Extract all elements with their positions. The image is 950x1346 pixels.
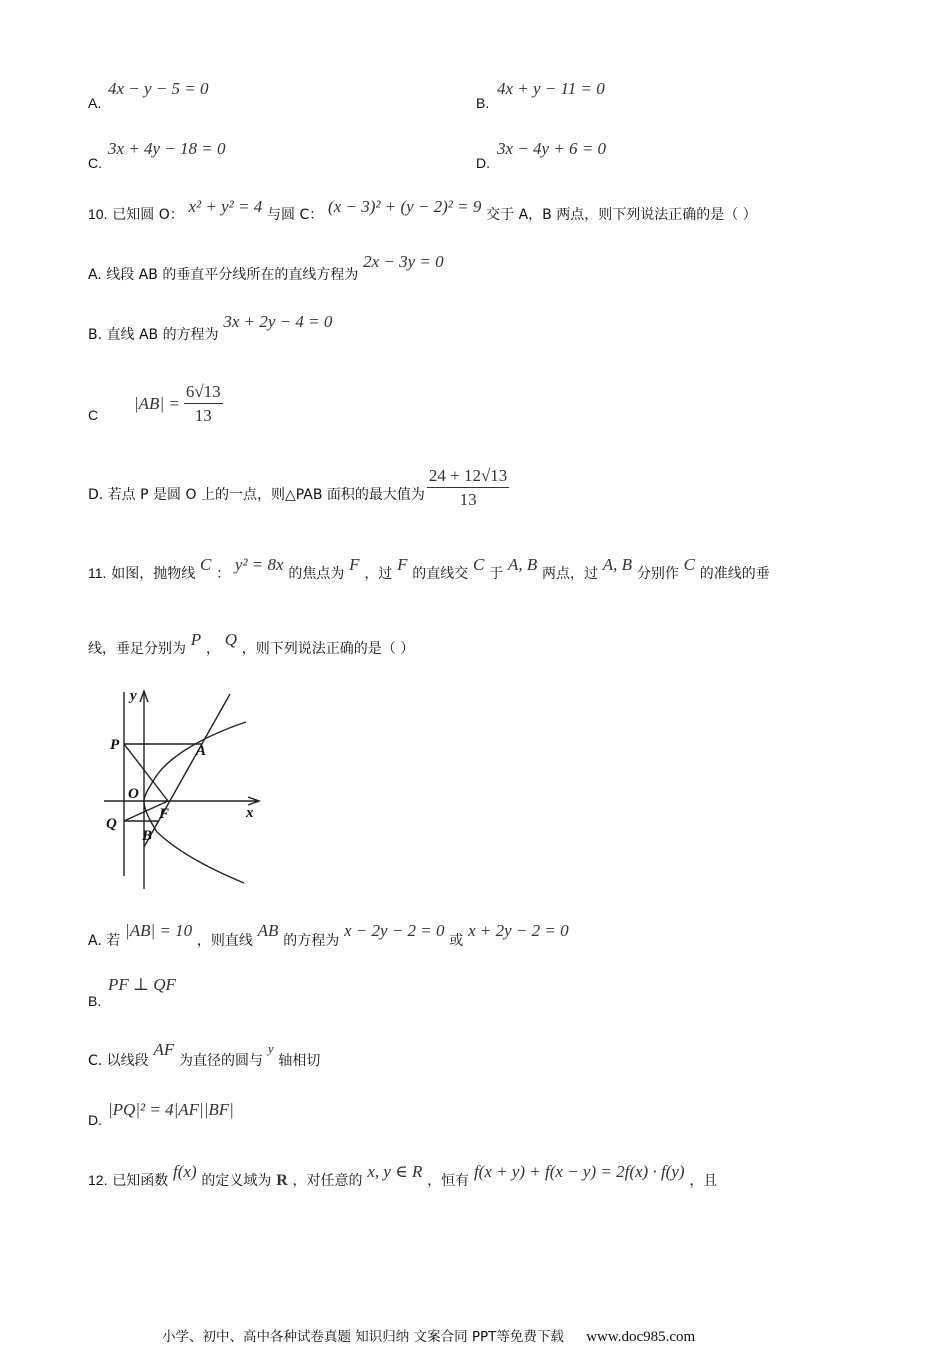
q11-option-d-label: D. (88, 1112, 102, 1128)
q10-option-c-fraction (184, 382, 223, 426)
label-a: A (196, 743, 207, 759)
q10-stem-part: 与圆 C： (267, 207, 324, 223)
q10-circle-o-equation: x² + y² = 4 (188, 197, 263, 216)
q11-stem-line-2 (88, 630, 415, 658)
q11-option-a-math: |AB| = 10 (125, 921, 193, 940)
q12-math: f(x) (173, 1162, 197, 1181)
q9-option-c-equation: 3x + 4y − 18 = 0 (108, 139, 226, 158)
q11-option-a-math: x + 2y − 2 = 0 (468, 921, 569, 940)
q11-option-a-text: ，则直线 (196, 933, 253, 949)
q12-stem-part: ，恒有 (427, 1173, 470, 1189)
label-p: P (110, 737, 120, 753)
q12-stem-part: ，且 (689, 1173, 718, 1189)
q11-option-a (88, 921, 569, 950)
q11-stem-part: 分别作 (636, 566, 679, 582)
q10-option-a-text: A. 线段 AB 的垂直平分线所在的直线方程为 (88, 267, 359, 283)
q10-option-c-lhs: |AB| = (134, 394, 180, 413)
q11-math: F (397, 555, 408, 574)
footer (162, 1325, 695, 1346)
q12-functional-equation: f(x + y) + f(x − y) = 2f(x) · f(y) (473, 1162, 685, 1181)
q10-option-c-numerator: 6√13 (184, 382, 223, 404)
q12-stem-part: 的定义域为 (201, 1173, 272, 1189)
q9-option-b-label: B. (476, 95, 490, 111)
q10-option-d-fraction (427, 466, 509, 510)
q11-stem-part: 的直线交 (412, 566, 469, 582)
q10-option-c-label: C (88, 407, 99, 423)
line-ab (144, 694, 230, 847)
q11-stem-part: 线，垂足分别为 (88, 641, 186, 657)
q11-option-c-text: C. 以线段 (88, 1053, 149, 1069)
q11-math: C (473, 555, 485, 574)
q10-option-d-text: D. 若点 P 是圆 O 上的一点，则△PAB 面积的最大值为 (88, 487, 425, 503)
q11-option-a-text: 的方程为 (283, 933, 340, 949)
footer-text: 小学、初中、高中各种试卷真题 知识归纳 文案合同 PPT等免费下载 (162, 1329, 564, 1345)
q10-option-a-equation: 2x − 3y = 0 (363, 252, 444, 271)
q11-math: C (200, 555, 212, 574)
q11-option-c-math: y (267, 1041, 274, 1056)
q11-parabola-equation: y² = 8x (234, 555, 284, 574)
q10-option-b-text: B. 直线 AB 的方程为 (88, 327, 219, 343)
q12-math: x, y ∈ R (367, 1162, 423, 1181)
q9-option-d-label: D. (476, 155, 490, 171)
q11-stem-part: ，则下列说法正确的是（ ） (241, 641, 415, 657)
label-b: B (142, 828, 153, 844)
q11-option-b-equation: PF ⊥ QF (108, 975, 176, 994)
q10-circle-c-equation: (x − 3)² + (y − 2)² = 9 (328, 197, 482, 216)
q11-option-d-equation: |PQ|² = 4|AF||BF| (108, 1100, 234, 1119)
q10-option-d-denominator: 13 (459, 490, 477, 509)
q11-math: C (683, 555, 695, 574)
q11-math: P (190, 630, 202, 649)
q11-number: 11. (88, 565, 107, 581)
q11-math: A, B (507, 555, 538, 574)
label-o: O (128, 786, 139, 802)
q10-option-d (88, 466, 509, 510)
q11-option-a-text: 或 (449, 933, 464, 949)
q11-math: Q (224, 630, 238, 649)
q10-option-a (88, 252, 444, 284)
q10-option-d-numerator: 24 + 12√13 (427, 466, 509, 488)
q11-parabola-figure (100, 684, 270, 894)
q12-stem-part: 已知函数 (112, 1173, 169, 1189)
q9-option-c-label: C. (88, 155, 102, 171)
label-q: Q (106, 816, 117, 832)
q10-stem-part: 已知圆 O： (112, 207, 184, 223)
label-f: F (159, 806, 170, 822)
q11-stem-line-1 (88, 555, 770, 583)
q10-stem (88, 197, 757, 224)
q11-math: A, B (602, 555, 633, 574)
q11-option-c-text: 轴相切 (278, 1053, 321, 1069)
q12-math: R (276, 1172, 288, 1189)
q11-stem-part: ， (205, 641, 220, 657)
q11-stem-part: ，过 (364, 566, 393, 582)
q9-option-a-equation: 4x − y − 5 = 0 (108, 79, 209, 98)
q11-stem-part: 两点，过 (542, 566, 599, 582)
q9-option-b-equation: 4x + y − 11 = 0 (497, 79, 605, 98)
q12-stem (88, 1162, 718, 1190)
q10-stem-part: 交于 A，B 两点，则下列说法正确的是（ ） (486, 207, 757, 223)
q10-number: 10. (88, 206, 108, 222)
footer-url[interactable]: www.doc985.com (586, 1329, 696, 1345)
label-y: y (130, 688, 137, 704)
q11-option-a-text: A. 若 (88, 933, 121, 949)
q11-stem-part: 于 (489, 566, 504, 582)
q11-option-c-math: AF (153, 1040, 175, 1059)
q11-math: F (349, 555, 360, 574)
q11-option-a-math: x − 2y − 2 = 0 (344, 921, 445, 940)
q11-stem-part: 的焦点为 (288, 566, 345, 582)
q11-option-c (88, 1040, 321, 1070)
q9-option-d-equation: 3x − 4y + 6 = 0 (497, 139, 607, 158)
q10-option-c-denominator: 13 (194, 406, 212, 425)
q11-stem-part: 如图，抛物线 (111, 566, 196, 582)
parabola-curve (144, 722, 246, 883)
q11-option-b-label: B. (88, 993, 102, 1009)
q10-option-b-equation: 3x + 2y − 4 = 0 (223, 312, 333, 331)
q12-number: 12. (88, 1172, 108, 1188)
label-x: x (246, 805, 254, 821)
q11-stem-part: 的准线的垂 (699, 566, 770, 582)
q11-option-a-math: AB (257, 921, 279, 940)
q10-option-c-formula (134, 382, 223, 426)
q12-stem-part: ，对任意的 (292, 1173, 363, 1189)
q10-option-b (88, 312, 333, 344)
q11-stem-part: ： (216, 566, 231, 582)
q9-option-a-label: A. (88, 95, 102, 111)
q11-option-c-text: 为直径的圆与 (179, 1053, 264, 1069)
